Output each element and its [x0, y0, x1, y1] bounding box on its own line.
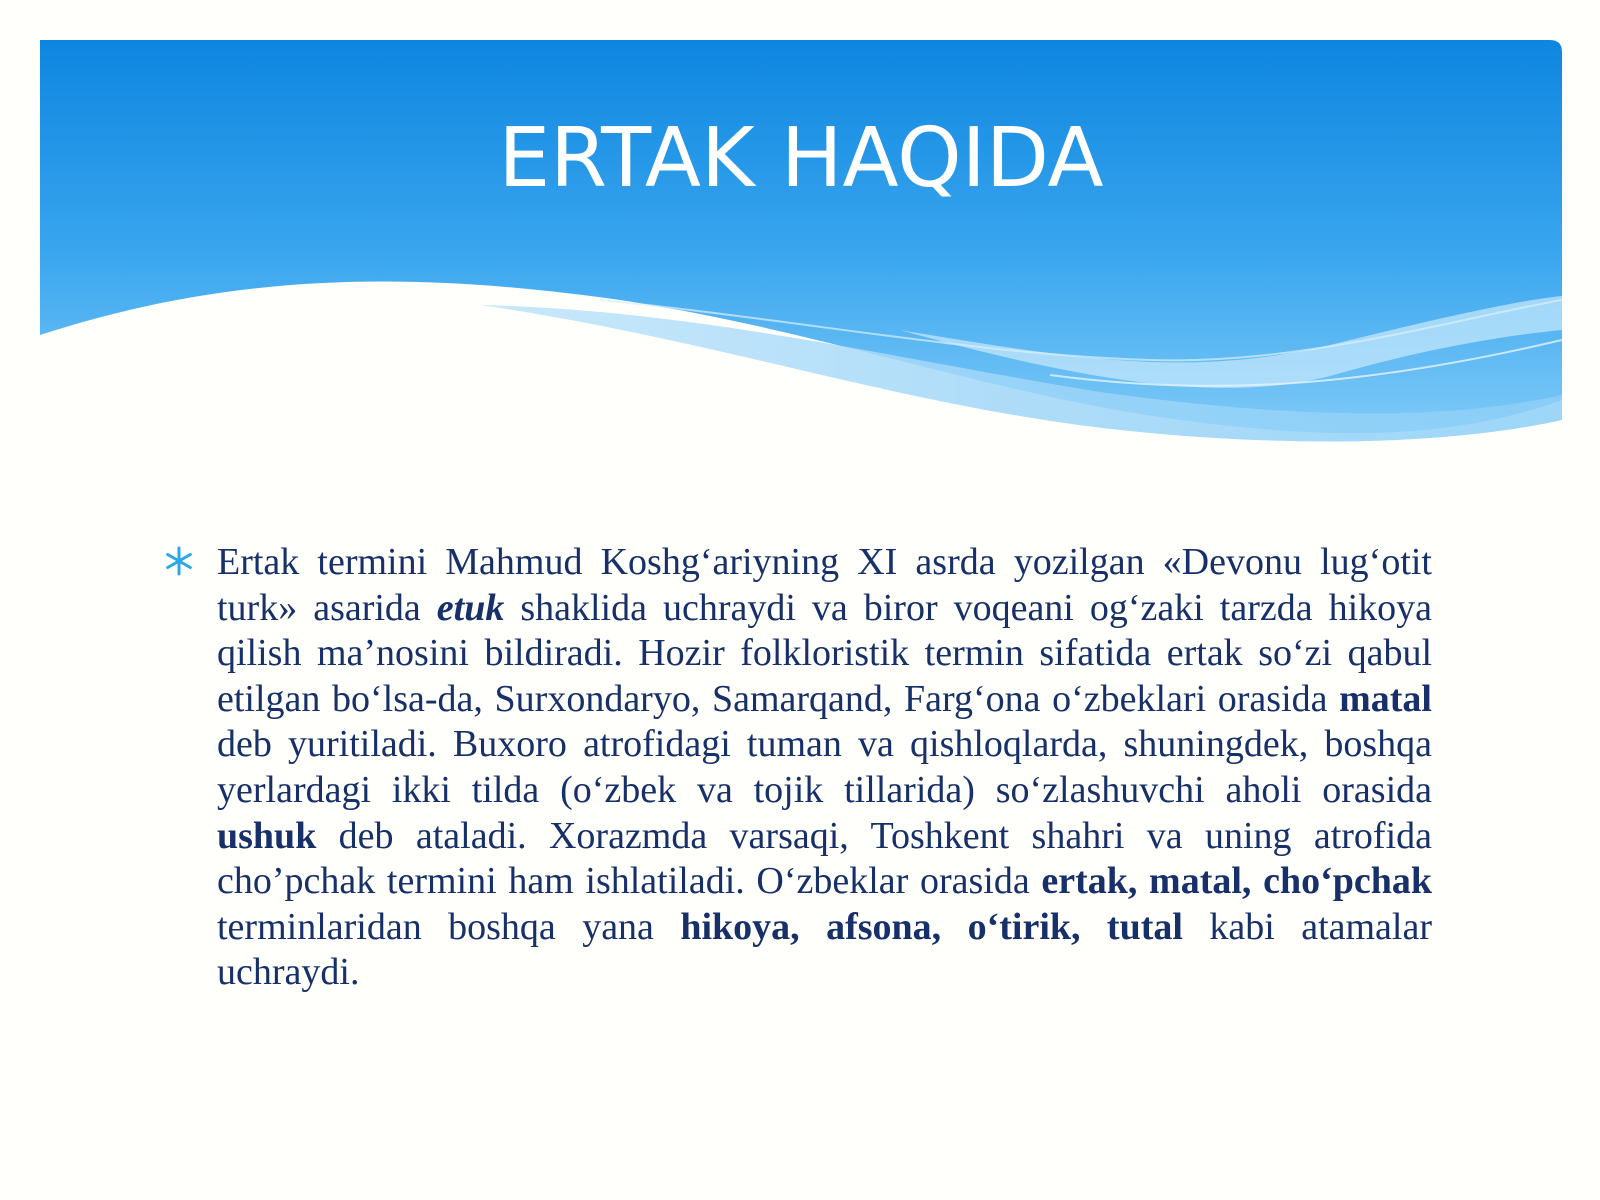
terms-group-1: ertak, matal, cho‘pchak: [1041, 860, 1432, 903]
terms-group-2: hikoya, afsona, o‘tirik, tutal: [680, 905, 1183, 948]
text-segment: deb yuritiladi. Buxoro atrofidagi tuman va qishloqlarda, shuningdek, boshqa yerlardagi ikki tilda (o‘zbek va tojik tillarida) so‘zlashuvchi aholi orasida: [217, 723, 1432, 811]
text-segment: shaklida uchraydi va biror voqeani og‘zaki tarzda hikoya qilish ma’nosini bildiradi. Hozir folkloristik termin sifatida ertak so‘zi qabul etilgan bo‘lsa-da, Surxondaryo, Samarqand, Farg‘ona o‘zbeklari orasida: [217, 586, 1432, 720]
body-paragraph: [217, 540, 1432, 996]
term-etuk: etuk: [436, 586, 505, 629]
text-segment: kabi atamalar uchraydi.: [217, 905, 1432, 994]
text-segment: Ertak termini Mahmud Koshg‘ariyning XI asrda yozilgan «Devonu lug‘otit turk» asarida: [217, 541, 1432, 629]
content-area: [162, 540, 1432, 996]
term-matal: matal: [1339, 677, 1432, 720]
header-wave-banner: [0, 0, 1600, 460]
text-segment: terminlaridan boshqa yana: [217, 905, 681, 948]
slide-title: ERTAK HAQIDA: [498, 111, 1104, 206]
wave-background: [0, 0, 1600, 460]
text-segment: deb ataladi. Xorazmda varsaqi, Toshkent shahri va uning atrofida cho’pchak termini ham ishlatiladi. O‘zbeklar orasida: [217, 814, 1432, 903]
term-ushuk: ushuk: [217, 814, 317, 857]
asterisk-icon: [162, 544, 196, 578]
